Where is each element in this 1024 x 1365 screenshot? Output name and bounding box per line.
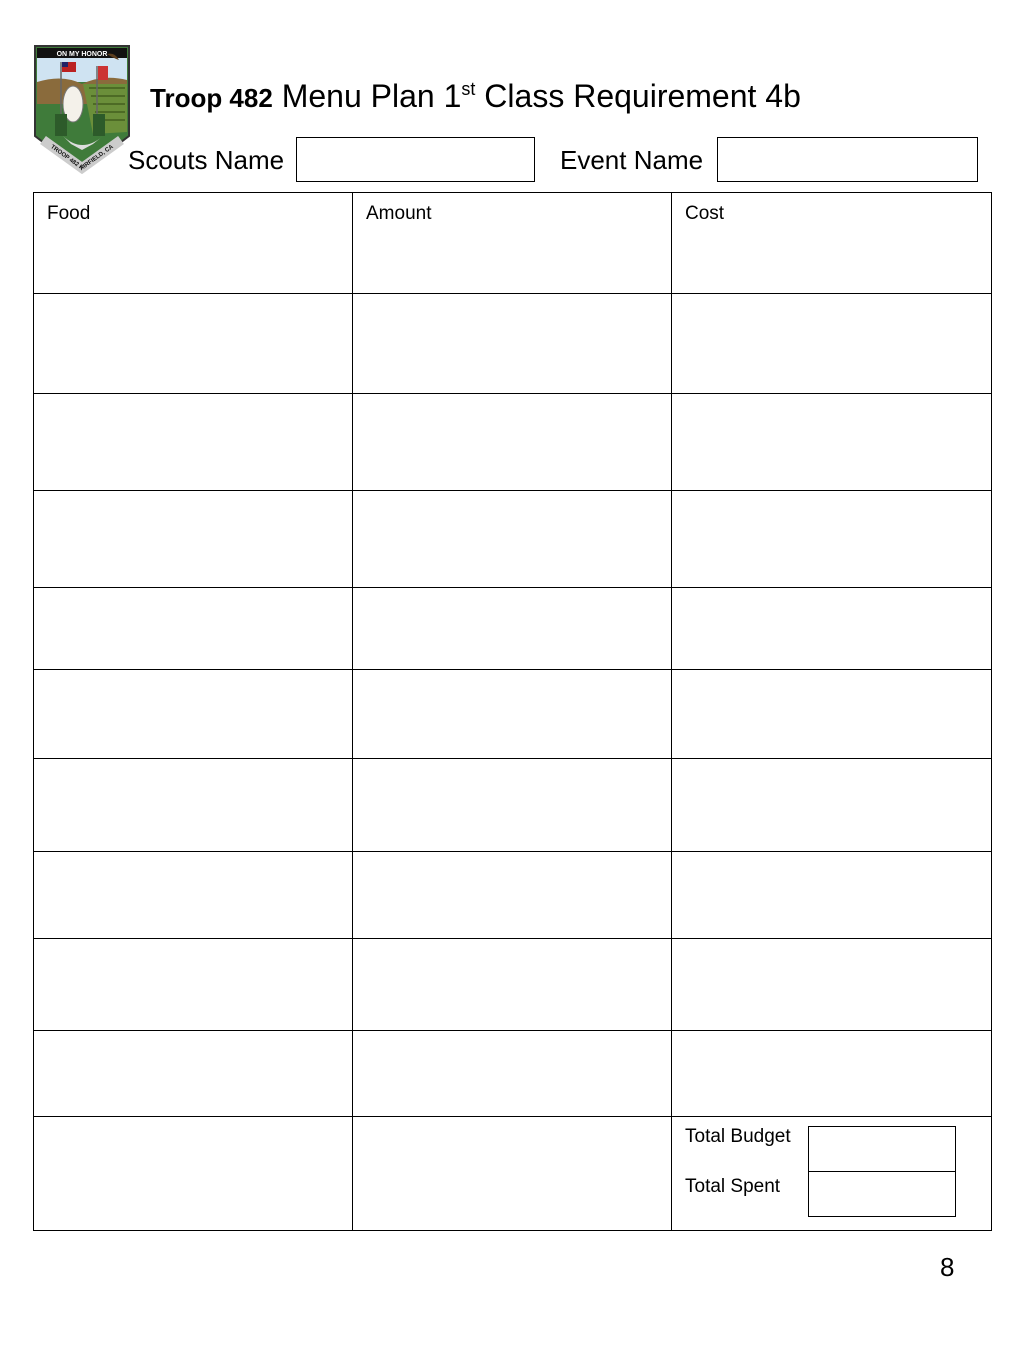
- table-row: [34, 491, 992, 588]
- amount-cell[interactable]: [353, 491, 672, 588]
- cost-cell[interactable]: [672, 851, 992, 938]
- food-cell[interactable]: [34, 491, 353, 588]
- table-row: [34, 1030, 992, 1116]
- food-cell[interactable]: [34, 1030, 353, 1116]
- title-part1: Menu Plan 1: [281, 78, 462, 114]
- logo-bottom-text: TROOP 482 FAIRFIELD, CA: [49, 144, 115, 173]
- column-header-food: Food: [34, 193, 353, 294]
- total-spent-field[interactable]: [808, 1171, 956, 1217]
- food-cell[interactable]: [34, 394, 353, 491]
- amount-cell[interactable]: [353, 1030, 672, 1116]
- table-row: [34, 588, 992, 670]
- troop-label: Troop 482: [150, 83, 273, 113]
- total-budget-label: Total Budget: [685, 1125, 791, 1147]
- food-cell[interactable]: [34, 851, 353, 938]
- table-row: [34, 938, 992, 1030]
- logo-top-text: ON MY HONOR: [56, 51, 108, 58]
- page-number: 8: [940, 1252, 955, 1282]
- amount-cell[interactable]: [353, 588, 672, 670]
- title-superscript: st: [461, 79, 476, 99]
- totals-block: [672, 1117, 991, 1230]
- food-cell[interactable]: [34, 294, 353, 394]
- food-cell[interactable]: [34, 588, 353, 670]
- total-spent-label: Total Spent: [685, 1175, 781, 1197]
- amount-cell[interactable]: [353, 394, 672, 491]
- cost-cell[interactable]: [672, 588, 992, 670]
- amount-cell[interactable]: [353, 294, 672, 394]
- cost-cell[interactable]: [672, 670, 992, 758]
- event-name-field[interactable]: [717, 137, 978, 182]
- title-part2: Class Requirement 4b: [484, 78, 801, 114]
- amount-cell[interactable]: [353, 758, 672, 851]
- food-cell[interactable]: [34, 670, 353, 758]
- cost-cell[interactable]: [672, 491, 992, 588]
- food-cell[interactable]: [34, 758, 353, 851]
- page-title: [150, 76, 801, 118]
- column-header-amount: Amount: [353, 193, 672, 294]
- cost-cell[interactable]: [672, 294, 992, 394]
- table-row-totals: [34, 1116, 992, 1230]
- amount-cell[interactable]: [353, 1116, 672, 1230]
- menu-plan-table: [33, 192, 992, 1231]
- cost-cell[interactable]: [672, 1030, 992, 1116]
- table-row: [34, 758, 992, 851]
- food-cell[interactable]: [34, 938, 353, 1030]
- table-row: [34, 670, 992, 758]
- cost-cell[interactable]: [672, 758, 992, 851]
- totals-cell: [672, 1116, 992, 1230]
- cost-cell[interactable]: [672, 394, 992, 491]
- event-name-label: Event Name: [560, 145, 704, 175]
- troop-logo: [33, 44, 131, 174]
- cost-cell[interactable]: [672, 938, 992, 1030]
- column-header-cost: Cost: [672, 193, 992, 294]
- scouts-name-label: Scouts Name: [128, 145, 285, 175]
- amount-cell[interactable]: [353, 851, 672, 938]
- table-row: [34, 294, 992, 394]
- total-budget-field[interactable]: [808, 1126, 956, 1172]
- amount-cell[interactable]: [353, 938, 672, 1030]
- amount-cell[interactable]: [353, 670, 672, 758]
- table-row: [34, 851, 992, 938]
- table-header-row: [34, 193, 992, 294]
- food-cell[interactable]: [34, 1116, 353, 1230]
- table-row: [34, 394, 992, 491]
- scouts-name-field[interactable]: [296, 137, 535, 182]
